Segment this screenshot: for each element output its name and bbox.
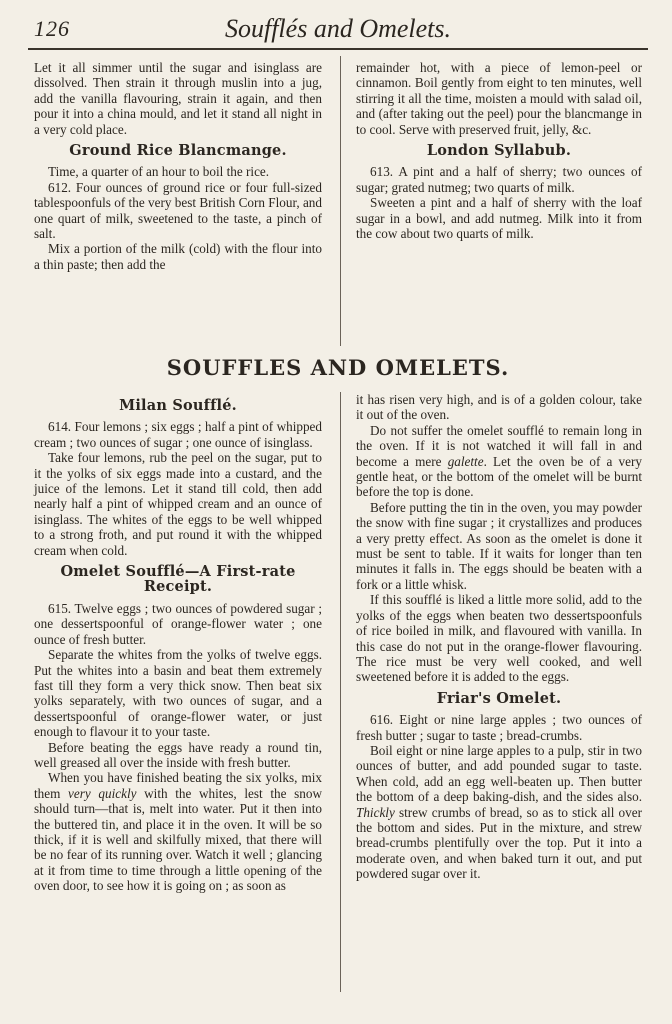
text-run: strew crumbs of bread, so as to stick all over the bottom and sides. Put in the mixture, and strew bread-crumbs plentifully over the top. Put it into a moderate oven, and when baked turn it out, and put powdered sugar over it. xyxy=(356,804,642,882)
running-title: Soufflés and Omelets. xyxy=(224,14,452,43)
top-right-column xyxy=(356,60,642,241)
bottom-right-column xyxy=(356,392,642,882)
paragraph: remainder hot, with a piece of lemon-peel or cinnamon. Boil gently from eight to ten minutes, well stirring it all the time, moisten a mould with salad oil, and (after taking out the peel) pour the blancmange in to cool. Serve with preserved fruit, jelly, &c. xyxy=(356,60,642,137)
paragraph: Take four lemons, rub the peel on the sugar, put to it the yolks of six eggs made into a custard, and the juice of the lemons. Let it stand till cold, then add nearly half a pint of whipped cream and an ounce of isinglass. The whites of the eggs to be well whipped to a strong froth, and put round it with the whipped cream when cold. xyxy=(34,450,322,558)
text-run: Boil eight or nine large apples to a pulp, stir in two ounces of butter, and add pounded sugar to taste. When cold, add an egg well-beaten up. Then butter the bottom of a deep baking-dish, and the sides also. xyxy=(356,742,642,805)
recipe-heading: Ground Rice Blancmange. xyxy=(69,142,287,160)
column-divider xyxy=(340,56,341,346)
paragraph: Separate the whites from the yolks of twelve eggs. Put the whites into a basin and beat them extremely fast till they form a very thick snow. Then beat six yolks separately, with two ounces of sugar, and a dessertspoonful of orange-flower water, or just enough to flavour it to your taste. xyxy=(34,647,322,740)
top-left-column xyxy=(34,60,322,272)
bottom-left-column xyxy=(34,392,322,894)
recipe-heading: Milan Soufflé. xyxy=(119,397,237,414)
paragraph: Before beating the eggs have ready a round tin, well greased all over the inside with fresh butter. xyxy=(34,739,322,770)
emphasis: galette xyxy=(447,453,484,469)
emphasis: very quickly xyxy=(68,785,137,801)
page-header xyxy=(28,8,648,50)
paragraph: 612. Four ounces of ground rice or four full-sized tablespoonfuls of the very best British Corn Flour, and one quart of milk, sweetened to the taste, a pinch of salt. xyxy=(34,179,322,242)
emphasis: Thickly xyxy=(356,804,395,820)
text-run: Do not suffer the omelet soufflé to remain long in the oven. If it is not watched it will fall in and become a mere xyxy=(356,422,642,469)
paragraph: If this soufflé is liked a little more solid, add to the yolks of the eggs when beaten two dessertspoonfuls of rice boiled in milk, and flavoured with vanilla. In this case do not put in the orange-flower flavouring. The rice must be very well cooked, and well sweetened before it is added to the eggs. xyxy=(356,592,642,685)
section-heading: SOUFFLES AND OMELETS. xyxy=(166,355,510,380)
paragraph xyxy=(356,743,642,882)
paragraph: Time, a quarter of an hour to boil the rice. xyxy=(48,164,270,180)
paragraph: Sweeten a pint and a half of sherry with the loaf sugar in a bowl, and add nutmeg. Milk into it from the cow about two quarts of milk. xyxy=(356,195,642,242)
text-run: . Let the oven be of a very gentle heat, or the bottom of the omelet will be burnt before the top is done. xyxy=(356,453,642,500)
paragraph: it has risen very high, and is of a golden colour, take it out of the oven. xyxy=(356,392,642,423)
text-run: When you have finished beating the six yolks, mix them xyxy=(34,770,322,801)
paragraph xyxy=(356,423,642,500)
recipe-heading: Friar's Omelet. xyxy=(436,689,562,707)
paragraph xyxy=(34,770,322,893)
column-divider xyxy=(340,392,341,992)
paragraph: 613. A pint and a half of sherry; two ounces of sugar; grated nutmeg; two quarts of milk. xyxy=(356,164,642,195)
paragraph: Let it all simmer until the sugar and isinglass are dissolved. Then strain it through muslin into a jug, add the vanilla flavouring, strain it again, and then pour it into a china mould, and let it stand all night in a very cold place. xyxy=(34,60,322,137)
paragraph: 616. Eight or nine large apples ; two ounces of fresh butter ; sugar to taste ; bread-crumbs. xyxy=(356,712,642,743)
paragraph: 614. Four lemons ; six eggs ; half a pint of whipped cream ; two ounces of sugar ; one ounce of isinglass. xyxy=(34,419,322,450)
paragraph: Before putting the tin in the oven, you may powder the snow with fine sugar ; it crystallizes and produces a very pretty effect. As soon as the omelet is done it must be sent to table. If it waits for longer than ten minutes it falls in. The eggs should be beaten with a fork or a little whisk. xyxy=(356,499,642,592)
page-number: 126 xyxy=(34,16,70,41)
text-run: with the whites, lest the snow should turn—that is, melt into water. Put it then into the buttered tin, and place it in the oven. It will be so thick, if it is well and skilfully mixed, that there will be no fear of its running over. Watch it well ; glancing at it from time to time through a little opening of the oven door, to see how it is going on ; as soon as xyxy=(34,785,322,894)
recipe-heading: London Syllabub. xyxy=(426,142,572,160)
recipe-heading: Omelet Soufflé—A First-rate Receipt. xyxy=(60,563,296,596)
paragraph: Mix a portion of the milk (cold) with the flour into a thin paste; then add the xyxy=(34,241,322,272)
paragraph: 615. Twelve eggs ; two ounces of powdered sugar ; one dessertspoonful of orange-flower water ; one ounce of fresh butter. xyxy=(34,600,322,647)
